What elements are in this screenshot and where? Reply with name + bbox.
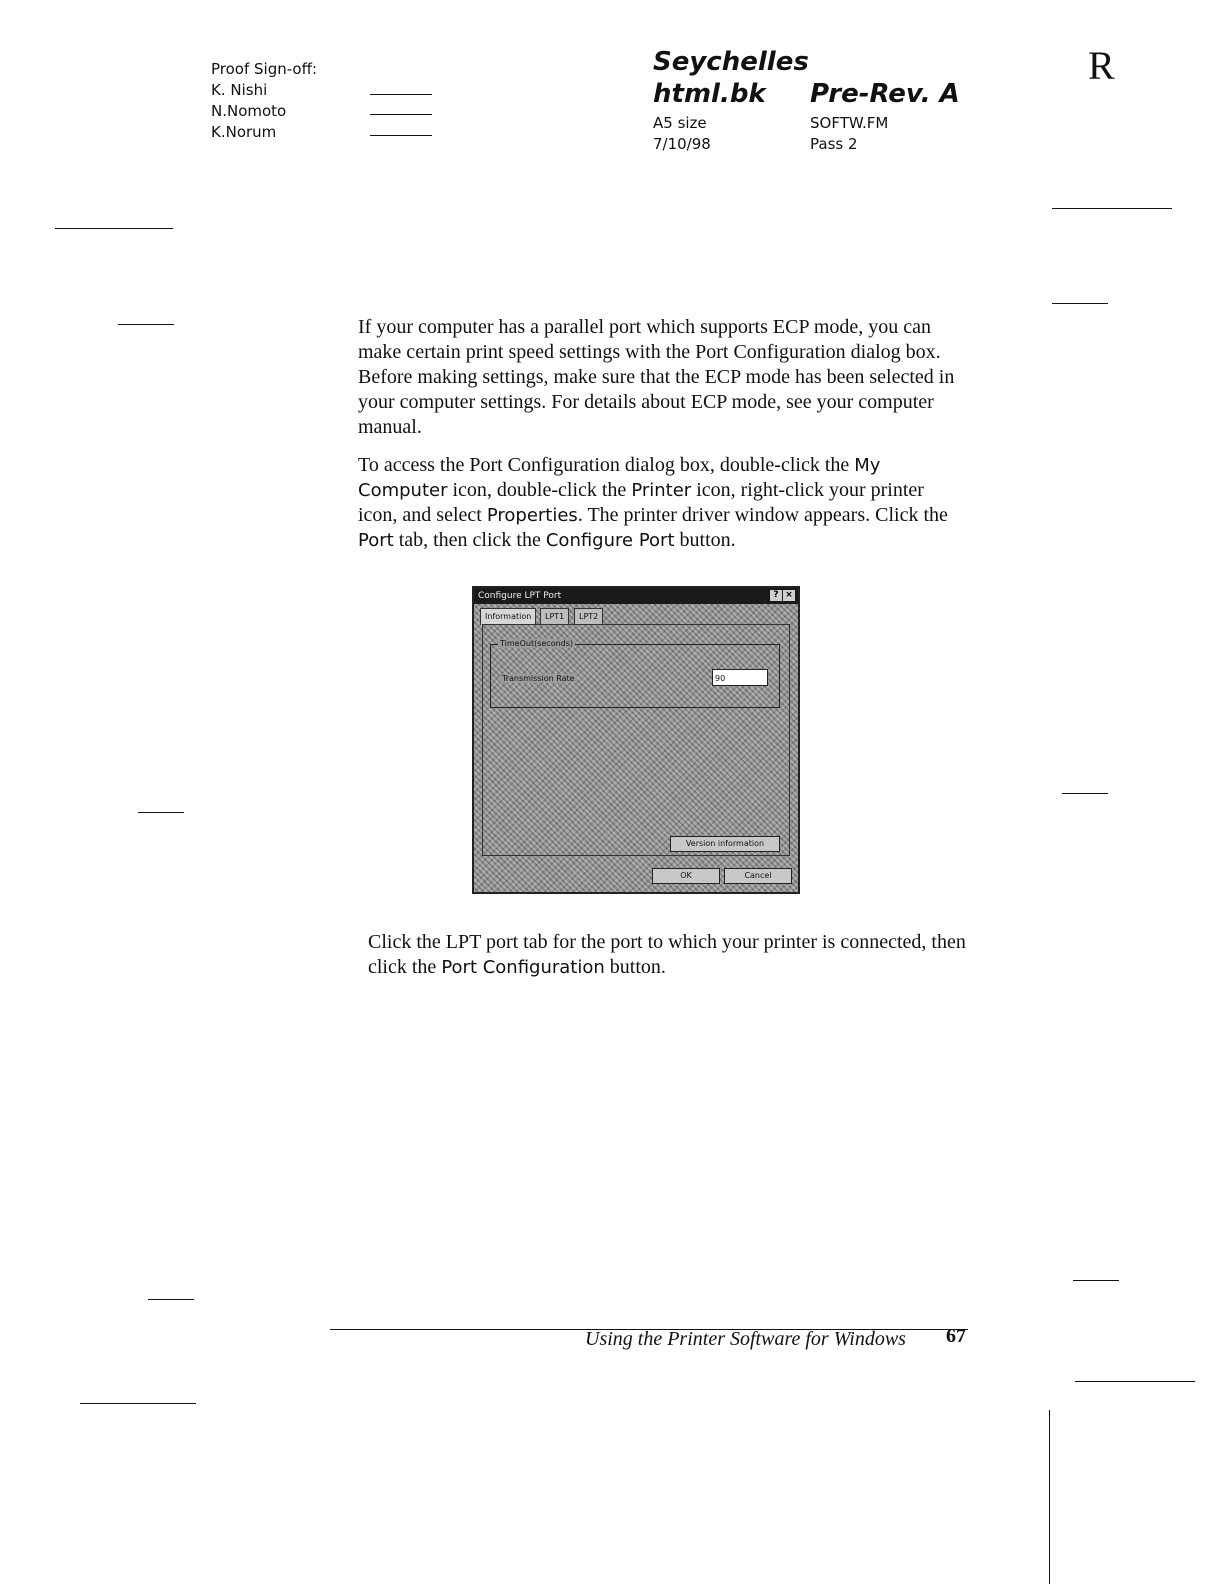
ui-term-configure-port: Configure Port [545, 530, 675, 551]
cancel-button[interactable]: Cancel [724, 868, 792, 884]
version-information-button[interactable]: Version information [670, 836, 780, 852]
crop-mark [80, 1403, 196, 1404]
crop-mark [55, 228, 173, 229]
proof-name: K. Nishi [211, 81, 268, 99]
file-name: html.bk [653, 79, 766, 109]
transmission-rate-label: Transmission Rate [502, 674, 575, 683]
dialog-titlebar [474, 588, 798, 604]
crop-mark [1075, 1381, 1195, 1382]
proof-heading: Proof Sign-off: [211, 60, 317, 78]
tab-information[interactable]: Information [480, 608, 536, 625]
ui-term-port: Port [358, 530, 394, 551]
signature-line [370, 94, 432, 95]
paragraph-access-instructions: To access the Port Configuration dialog box, double-click the My Computer icon, double-click the Printer icon, right-click your printer icon, and select Properties. The printer driver window appears. Click the Port tab, then click the Configure Port button. [358, 454, 948, 551]
paragraph-lpt-instructions: Click the LPT port tab for the port to which your printer is connected, then click the Port Configuration button. [368, 931, 966, 978]
ok-button[interactable]: OK [652, 868, 720, 884]
signature-line [370, 135, 432, 136]
proof-date: 7/10/98 [653, 135, 711, 153]
help-icon[interactable]: ? [770, 590, 782, 601]
revision-label: Pre-Rev. A [810, 79, 960, 109]
footer-chapter-title: Using the Printer Software for Windows [585, 1328, 906, 1350]
paragraph-ecp-intro: If your computer has a parallel port which supports ECP mode, you can make certain print speed settings with the Port Configuration dialog box. Before making settings, make sure that the ECP mode has been selected in your computer settings. For details about ECP mode, see your computer manual. [358, 316, 955, 438]
timeout-group-label: TimeOut(seconds) [500, 639, 574, 648]
ui-term-printer: Printer [631, 480, 692, 501]
proof-name: N.Nomoto [211, 102, 287, 120]
tab-lpt2[interactable]: LPT2 [574, 608, 603, 625]
title-block [653, 46, 809, 155]
pass-label: Pass 2 [810, 135, 858, 153]
crop-mark [118, 324, 174, 325]
crop-mark [1052, 303, 1108, 304]
signature-line [370, 114, 432, 115]
crop-mark [1073, 1280, 1119, 1281]
book-name: Seychelles [653, 47, 809, 77]
crop-mark [148, 1299, 194, 1300]
crop-mark [1052, 208, 1172, 209]
dialog-title: Configure LPT Port [478, 591, 562, 601]
ui-term-port-configuration: Port Configuration [441, 957, 605, 978]
close-icon[interactable]: × [783, 590, 795, 601]
revision-block [810, 78, 960, 155]
revision-margin-mark: R [1088, 43, 1115, 88]
page-size: A5 size [653, 114, 707, 132]
configure-lpt-port-dialog [472, 586, 800, 894]
crop-mark [1062, 793, 1108, 794]
proof-signoff [211, 59, 317, 143]
crop-mark [138, 812, 184, 813]
proof-name: K.Norum [211, 123, 277, 141]
ui-term-properties: Properties [486, 505, 578, 526]
crop-mark [1049, 1410, 1050, 1584]
page-number: 67 [946, 1325, 966, 1347]
ui-term-my-computer: My Computer [358, 455, 881, 501]
tab-lpt1[interactable]: LPT1 [540, 608, 569, 625]
transmission-rate-input[interactable]: 90 [712, 669, 768, 686]
source-file: SOFTW.FM [810, 114, 889, 132]
